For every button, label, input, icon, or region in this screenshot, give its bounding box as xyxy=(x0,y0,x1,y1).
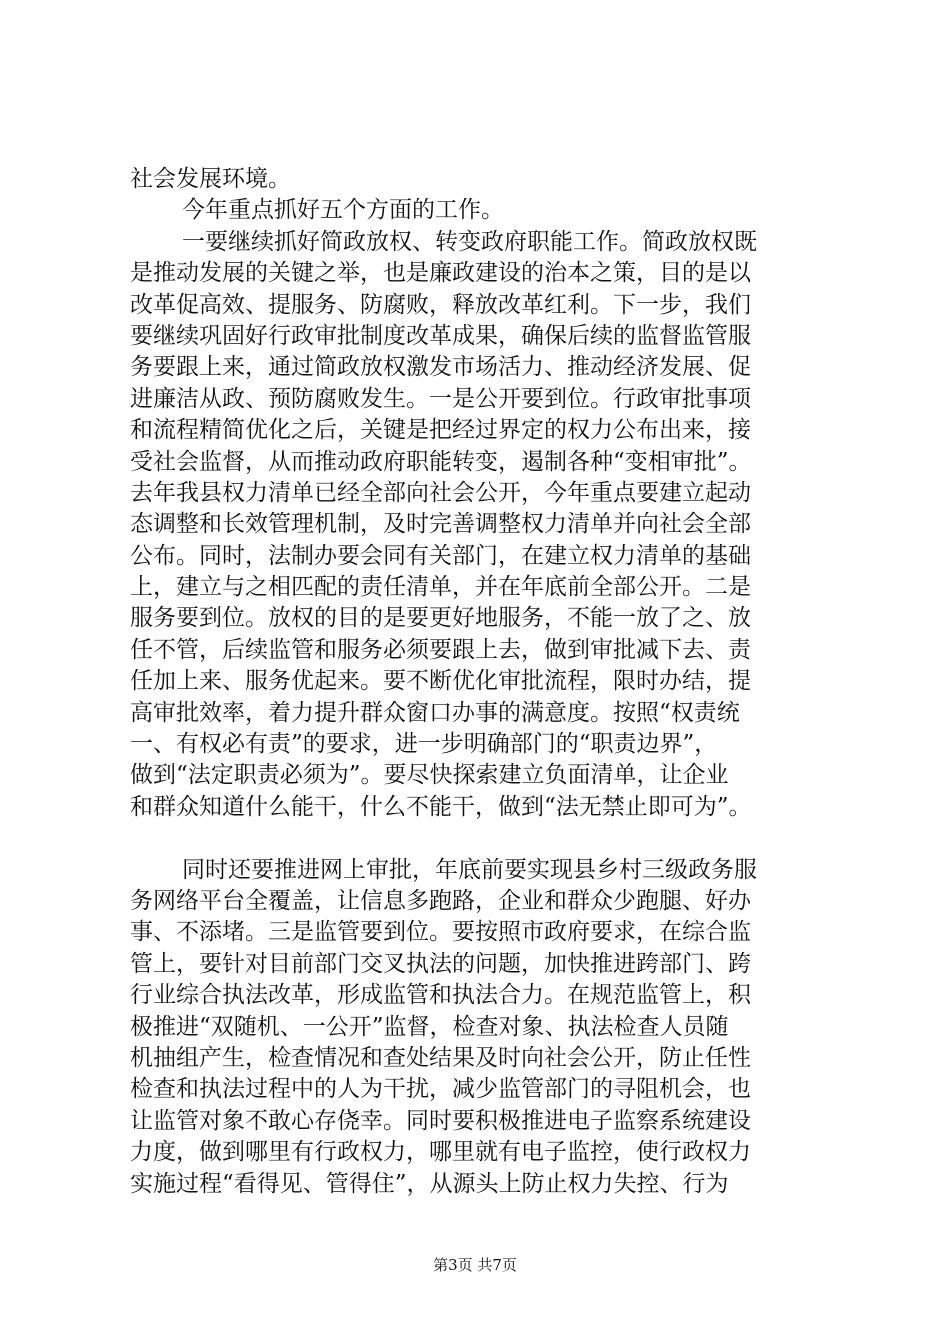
text-line: 让监管对象不敢心存侥幸。同时要积极推进电子监察系统建设 xyxy=(130,1107,751,1134)
text-line: 改革促高效、提服务、防腐败，释放改革红利。下一步，我们 xyxy=(130,291,751,318)
text-line: 检查和执法过程中的人为干扰，减少监管部门的寻阻机会，也 xyxy=(130,1076,751,1103)
paragraph-gap xyxy=(130,823,830,854)
text-line: 是推动发展的关键之举，也是廉政建设的治本之策，目的是以 xyxy=(130,260,751,287)
text-line: 务网络平台全覆盖，让信息多跑路，企业和群众少跑腿、好办 xyxy=(130,887,751,914)
text-line: 公布。同时，法制办要会同有关部门，在建立权力清单的基础 xyxy=(130,542,751,569)
text-line: 行业综合执法改革，形成监管和执法合力。在规范监管上，积 xyxy=(130,982,751,1009)
text-line: 服务要到位。放权的目的是要更好地服务，不能一放了之、放 xyxy=(130,605,751,632)
text-line: 和流程精简优化之后，关键是把经过界定的权力公布出来，接 xyxy=(130,417,751,444)
text-line: 受社会监督，从而推动政府职能转变，遏制各种“变相审批”。 xyxy=(130,448,752,475)
text-line: 去年我县权力清单已经全部向社会公开，今年重点要建立起动 xyxy=(130,479,751,506)
text-line: 一要继续抓好简政放权、转变政府职能工作。简政放权既 xyxy=(182,228,757,255)
paragraph-online-approval xyxy=(130,855,830,1200)
text-line: 任加上来、服务优起来。要不断优化审批流程，限时办结，提 xyxy=(130,668,751,695)
text-line: 极推进“双随机、一公开”监督，检查对象、执法检查人员随 xyxy=(130,1013,729,1040)
text-line: 高审批效率，着力提升群众窗口办事的满意度。按照“权责统 xyxy=(130,699,740,726)
text-line: 社会发展环境。 xyxy=(130,166,291,192)
text-line: 管上，要针对目前部门交叉执法的问题，加快推进跨部门、跨 xyxy=(130,950,751,977)
text-line: 和群众知道什么能干，什么不能干，做到“法无禁止即可为”。 xyxy=(130,793,752,820)
text-line: 任不管，后续监管和服务必须要跟上去，做到审批减下去、责 xyxy=(130,636,751,663)
text-line: 做到“法定职责必须为”。要尽快探索建立负面清单，让企业 xyxy=(130,762,729,789)
text-line: 要继续巩固好行政审批制度改革成果，确保后续的监督监管服 xyxy=(130,322,751,349)
text-line: 上，建立与之相匹配的责任清单，并在年底前全部公开。二是 xyxy=(130,574,751,601)
text-line: 机抽组产生，检查情况和查处结果及时向社会公开，防止任性 xyxy=(130,1044,751,1071)
text-line: 实施过程“看得见、管得住”，从源头上防止权力失控、行为 xyxy=(130,1170,729,1197)
paragraph-reform xyxy=(130,227,830,823)
text-line: 进廉洁从政、预防腐败发生。一是公开要到位。行政审批事项 xyxy=(130,385,751,412)
text-line: 今年重点抓好五个方面的工作。 xyxy=(182,197,504,224)
text-line: 务要跟上来，通过简政放权激发市场活力、推动经济发展、促 xyxy=(130,354,751,381)
text-line: 一、有权必有责”的要求，进一步明确部门的“职责边界”， xyxy=(130,731,718,758)
text-line: 同时还要推进网上审批，年底前要实现县乡村三级政务服 xyxy=(182,856,757,883)
page-footer: 第3页 共7页 xyxy=(433,1256,517,1274)
text-line: 力度，做到哪里有行政权力，哪里就有电子监控，使行政权力 xyxy=(130,1139,751,1166)
text-line: 态调整和长效管理机制，及时完善调整权力清单并向社会全部 xyxy=(130,511,751,538)
body-text xyxy=(130,164,830,1200)
text-line: 事、不添堵。三是监管要到位。要按照市政府要求，在综合监 xyxy=(130,919,751,946)
